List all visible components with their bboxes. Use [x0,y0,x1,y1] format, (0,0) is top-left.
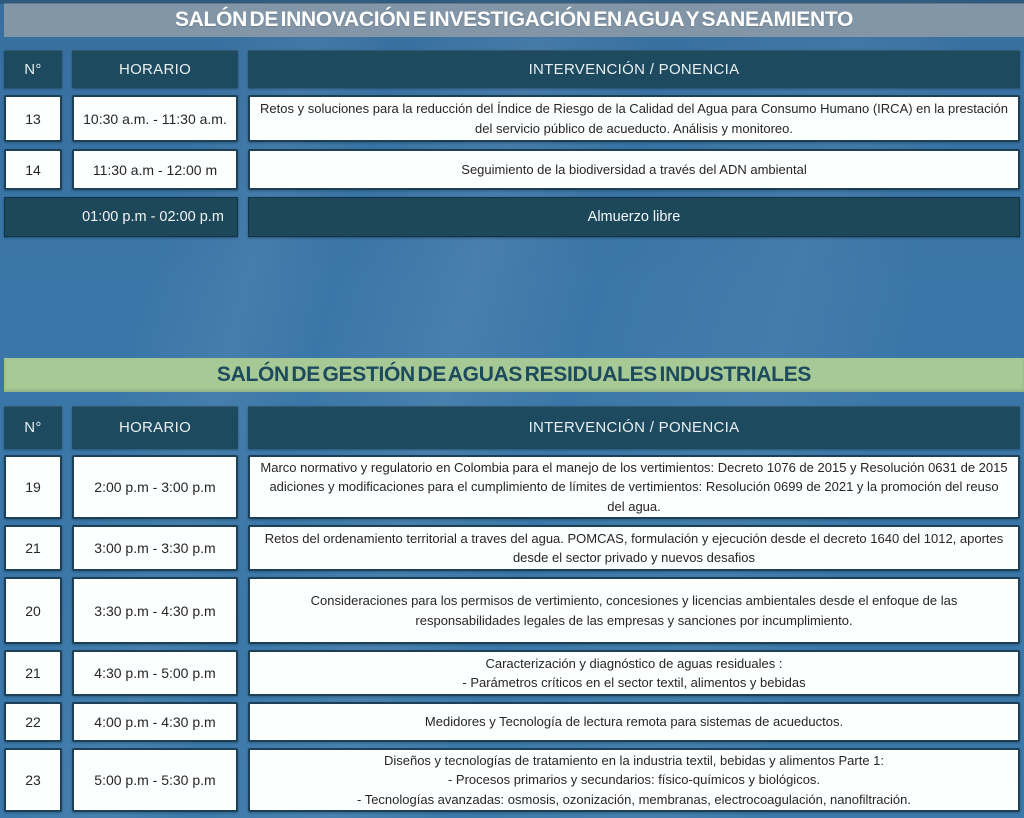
row-time: 5:00 p.m - 5:30 p.m [72,748,238,812]
break-row-label: Almuerzo libre [248,197,1020,237]
row-time: 4:00 p.m - 4:30 p.m [72,702,238,742]
section-innovacion [0,3,1024,237]
residuales-title: SALÓN DE GESTIÓN DE AGUAS RESIDUALES INDUSTRIALES [216,363,812,386]
residuales-column-header-num: N° [4,406,62,449]
row-time: 2:00 p.m - 3:00 p.m [72,455,238,519]
residuales-column-header-horario: HORARIO [72,406,238,449]
residuales-table [4,406,1020,812]
row-topic: Seguimiento de la biodiversidad a través del ADN ambiental [248,149,1020,190]
row-time: 3:30 p.m - 4:30 p.m [72,577,238,644]
row-number: 22 [4,702,62,742]
row-topic: Retos y soluciones para la reducción del Índice de Riesgo de la Calidad del Agua para Consumo Humano (IRCA) en la prestación del servicio público de acueducto. Análisis y monitoreo. [248,95,1020,142]
row-number: 21 [4,650,62,696]
row-number: 20 [4,577,62,644]
row-time: 11:30 a.m - 12:00 m [72,149,238,190]
row-time: 3:00 p.m - 3:30 p.m [72,525,238,571]
row-topic: Consideraciones para los permisos de vertimiento, concesiones y licencias ambientales desde el enfoque de las responsabilidades legales de las empresas y sanciones por incumplimiento. [248,577,1020,644]
residuales-column-header-ponencia: INTERVENCIÓN / PONENCIA [248,406,1020,449]
row-number: 21 [4,525,62,571]
innovacion-table [4,50,1020,237]
innovacion-title: SALÓN DE INNOVACIÓN E INVESTIGACIÓN EN AGUA Y SANEAMIENTO [174,8,854,31]
row-time: 10:30 a.m. - 11:30 a.m. [72,95,238,142]
innovacion-column-header-horario: HORARIO [72,50,238,88]
innovacion-title-band [4,3,1024,37]
row-topic: Medidores y Tecnología de lectura remota para sistemas de acueductos. [248,702,1020,742]
row-number: 14 [4,149,62,190]
row-topic: Caracterización y diagnóstico de aguas residuales : - Parámetros críticos en el sector textil, alimentos y bebidas [248,650,1020,696]
innovacion-column-header-ponencia: INTERVENCIÓN / PONENCIA [248,50,1020,88]
section-residuales [0,358,1024,812]
row-number: 19 [4,455,62,519]
residuales-title-band [4,358,1024,392]
row-topic: Marco normativo y regulatorio en Colombia para el manejo de los vertimientos: Decreto 1076 de 2015 y Resolución 0631 de 2015 adiciones y modificaciones para el cumplimiento de límites de vertimientos: Resolución 0699 de 2021 y la promoción del reuso del agua. [248,455,1020,519]
row-topic: Retos del ordenamiento territorial a traves del agua. POMCAS, formulación y ejecución desde el decreto 1640 del 1012, aportes desde el sector privado y nuevos desafios [248,525,1020,571]
row-topic: Diseños y tecnologías de tratamiento en la industria textil, bebidas y alimentos Parte 1: - Procesos primarios y secundarios: físico-químicos y biológicos. - Tecnologías avanzadas: osmosis, ozonización, membranas, electrocoagulación, nanofiltración. [248,748,1020,812]
break-row-time: 01:00 p.m - 02:00 p.m [4,197,238,237]
row-number: 13 [4,95,62,142]
row-time: 4:30 p.m - 5:00 p.m [72,650,238,696]
row-number: 23 [4,748,62,812]
innovacion-column-header-num: N° [4,50,62,88]
